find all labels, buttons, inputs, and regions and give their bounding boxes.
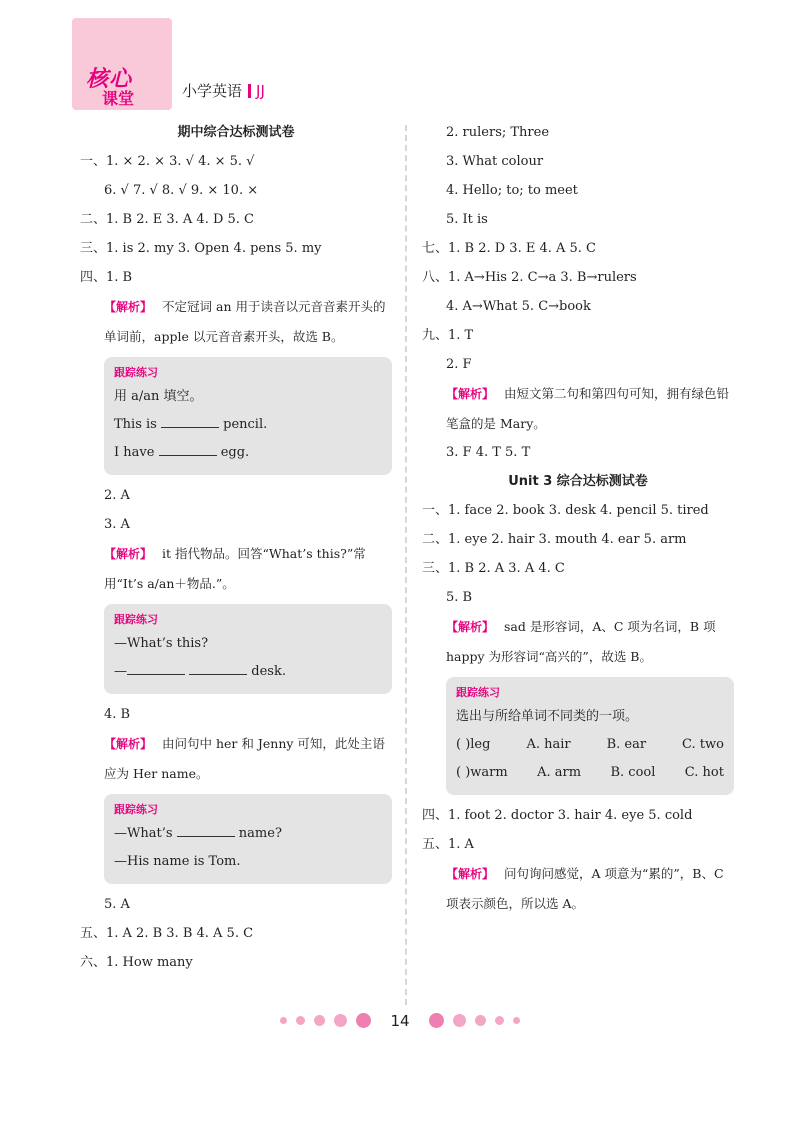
analysis-paragraph — [80, 292, 392, 351]
practice-label: 跟踪练习 — [114, 803, 158, 816]
subject-label — [182, 80, 265, 101]
answer-line: 3. A — [104, 517, 130, 532]
page-header — [72, 18, 312, 110]
practice-box — [104, 604, 392, 694]
practice-line: 用 a/an 填空。 — [114, 389, 203, 404]
column-divider — [405, 125, 407, 1005]
practice-text: desk. — [251, 664, 286, 679]
analysis-label: 【解析】 — [446, 867, 495, 881]
practice-box — [104, 794, 392, 884]
analysis-text: 由问句中 her 和 Jenny 可知，此处主语应为 Her name。 — [104, 736, 385, 781]
answer-line: 2. rulers; Three — [446, 125, 550, 140]
practice-line — [114, 411, 382, 439]
page-number: 14 — [390, 1011, 410, 1030]
practice-text: — — [114, 664, 127, 679]
analysis-paragraph — [422, 612, 734, 671]
practice-text: egg. — [220, 445, 250, 460]
practice-text: This is — [114, 417, 157, 432]
answer-line: 5. B — [446, 590, 473, 605]
fill-blank — [127, 662, 185, 675]
answer-line: 二、1. B 2. E 3. A 4. D 5. C — [80, 212, 255, 227]
option-c: C. hot — [684, 765, 724, 780]
answer-line: 三、1. is 2. my 3. Open 4. pens 5. my — [80, 241, 322, 256]
option-b: B. cool — [610, 765, 656, 780]
option-b: B. ear — [606, 737, 647, 752]
analysis-label: 【解析】 — [446, 620, 495, 634]
option-a: A. hair — [526, 737, 571, 752]
answer-line: 5. A — [104, 897, 130, 912]
left-column — [80, 118, 392, 977]
decor-dot — [475, 1015, 486, 1026]
answer-line: 一、1. face 2. book 3. desk 4. pencil 5. tired — [422, 503, 709, 518]
fill-blank — [161, 415, 219, 428]
answer-line: 八、1. A→His 2. C→a 3. B→rulers — [422, 270, 637, 285]
decor-dot — [513, 1017, 520, 1024]
logo-text-bottom: 课堂 — [102, 89, 135, 108]
answer-line: 四、1. B — [80, 270, 133, 285]
analysis-label: 【解析】 — [104, 737, 153, 751]
decor-dot — [334, 1014, 347, 1027]
right-column — [422, 118, 734, 918]
analysis-text: sad 是形容词，A、C 项为名词，B 项 happy 为形容词“高兴的”，故选 B。 — [446, 619, 716, 664]
answer-line: 2. F — [446, 357, 472, 372]
practice-line: —His name is Tom. — [114, 854, 241, 869]
section-title: 期中综合达标测试卷 — [177, 125, 295, 140]
answer-line: 六、1. How many — [80, 955, 193, 970]
practice-line — [114, 820, 382, 848]
practice-options-row — [456, 731, 724, 759]
analysis-label: 【解析】 — [104, 547, 153, 561]
decor-dot — [356, 1013, 371, 1028]
answer-line: 五、1. A — [422, 837, 474, 852]
practice-line: 选出与所给单词不同类的一项。 — [456, 709, 639, 724]
practice-options-row — [456, 759, 724, 787]
edition-code: JJ — [256, 82, 265, 100]
fill-blank — [159, 443, 217, 456]
answer-line: 九、1. T — [422, 328, 474, 343]
practice-text: pencil. — [223, 417, 268, 432]
practice-box — [446, 677, 734, 795]
answer-line: 5. It is — [446, 212, 488, 227]
analysis-text: 问句询问感觉，A 项意为“累的”，B、C 项表示颜色，所以选 A。 — [446, 866, 724, 911]
brand-logo — [72, 18, 172, 110]
fill-blank — [177, 824, 235, 837]
practice-label: 跟踪练习 — [114, 613, 158, 626]
page-footer — [0, 1010, 800, 1030]
decor-dot — [296, 1016, 305, 1025]
answer-line: 3. F 4. T 5. T — [446, 445, 531, 460]
section-title: Unit 3 综合达标测试卷 — [508, 474, 648, 489]
question-stem: ( )leg — [456, 737, 491, 752]
analysis-label: 【解析】 — [446, 387, 495, 401]
practice-text: name? — [238, 826, 282, 841]
practice-line — [114, 658, 382, 686]
option-c: C. two — [682, 737, 724, 752]
answer-line: 三、1. B 2. A 3. A 4. C — [422, 561, 565, 576]
analysis-paragraph — [80, 539, 392, 598]
answer-line: 一、1. × 2. × 3. √ 4. × 5. √ — [80, 154, 255, 169]
answer-line: 五、1. A 2. B 3. B 4. A 5. C — [80, 926, 254, 941]
answer-line: 二、1. eye 2. hair 3. mouth 4. ear 5. arm — [422, 532, 687, 547]
decor-dot — [280, 1017, 287, 1024]
answer-line: 4. Hello; to; to meet — [446, 183, 578, 198]
answer-line: 七、1. B 2. D 3. E 4. A 5. C — [422, 241, 597, 256]
answer-line: 四、1. foot 2. doctor 3. hair 4. eye 5. cold — [422, 808, 693, 823]
analysis-paragraph — [422, 859, 734, 918]
answer-line: 6. √ 7. √ 8. √ 9. × 10. × — [104, 183, 259, 198]
practice-label: 跟踪练习 — [114, 366, 158, 379]
practice-box — [104, 357, 392, 475]
answer-line: 4. A→What 5. C→book — [446, 299, 591, 314]
question-stem: ( )warm — [456, 765, 508, 780]
analysis-text: 不定冠词 an 用于读音以元音音素开头的单词前，apple 以元音音素开头，故选 B。 — [104, 299, 386, 344]
practice-line — [114, 439, 382, 467]
option-a: A. arm — [537, 765, 582, 780]
analysis-text: 由短文第二句和第四句可知，拥有绿色铅笔盒的是 Mary。 — [446, 386, 730, 431]
analysis-paragraph — [80, 729, 392, 788]
analysis-text: it 指代物品。回答“What’s this?”常用“It’s a/an＋物品.”。 — [104, 546, 366, 591]
decor-dot — [429, 1013, 444, 1028]
practice-label: 跟踪练习 — [456, 686, 500, 699]
answer-line: 2. A — [104, 488, 130, 503]
decor-dot — [314, 1015, 325, 1026]
fill-blank — [189, 662, 247, 675]
practice-text: I have — [114, 445, 155, 460]
analysis-paragraph — [422, 379, 734, 438]
practice-text: —What’s — [114, 826, 173, 841]
answer-line: 3. What colour — [446, 154, 544, 169]
decor-dot — [453, 1014, 466, 1027]
analysis-label: 【解析】 — [104, 300, 153, 314]
subject-name: 小学英语 — [182, 82, 243, 100]
logo-text-top: 核心 — [86, 67, 133, 92]
answer-line: 4. B — [104, 707, 131, 722]
decor-dot — [495, 1016, 504, 1025]
practice-line: —What’s this? — [114, 636, 209, 651]
subject-separator — [248, 84, 251, 98]
